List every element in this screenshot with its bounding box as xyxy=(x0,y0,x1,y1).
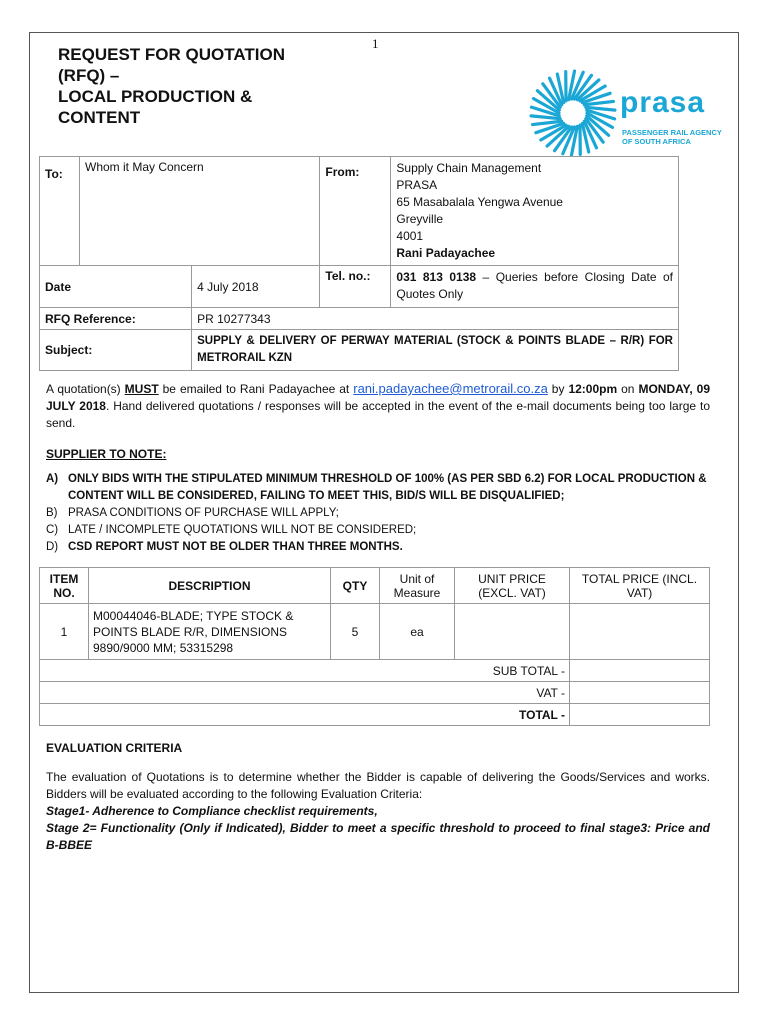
col-header-description: DESCRIPTION xyxy=(89,568,331,604)
note-item xyxy=(46,505,710,522)
notes-list xyxy=(46,471,710,556)
col-header-unit-price: UNIT PRICE (EXCL. VAT) xyxy=(455,568,570,604)
total-label: TOTAL - xyxy=(40,704,570,726)
title-line: LOCAL PRODUCTION & xyxy=(58,87,253,106)
subject-value: SUPPLY & DELIVERY OF PERWAY MATERIAL (STOCK & POINTS BLADE – R/R) FOR METRORAIL KZN xyxy=(192,330,679,371)
items-header-row xyxy=(40,568,710,604)
note-letter: D) xyxy=(46,541,59,553)
logo-subtitle xyxy=(622,128,722,146)
logo-wordmark: prasa xyxy=(620,86,706,119)
note-letter: C) xyxy=(46,524,59,536)
tel-value xyxy=(391,266,679,308)
intro-text: by xyxy=(547,382,569,396)
note-text: ONLY BIDS WITH THE STIPULATED MINIMUM THRESHOLD OF 100% (AS PER SBD 6.2) FOR LOCAL PRODUCTION & CONTENT WILL BE CONSIDERED, FAILING TO MEET THIS, BID/S WILL BE DISQUALIFIED; xyxy=(68,473,707,502)
subtotal-label: SUB TOTAL - xyxy=(40,660,570,682)
intro-date: MONDAY, 09 JULY 2018 xyxy=(46,382,711,413)
note-letter: B) xyxy=(46,507,58,519)
intro-time: 12:00pm xyxy=(568,382,618,396)
vat-value xyxy=(570,682,710,704)
rfq-value: PR 10277343 xyxy=(192,308,679,330)
tel-number: 031 813 0138 xyxy=(396,270,477,284)
intro-text: on xyxy=(617,382,639,396)
from-block xyxy=(391,157,679,266)
col-header-total-price: TOTAL PRICE (INCL. VAT) xyxy=(570,568,710,604)
email-link[interactable]: rani.padayachee@metrorail.co.za xyxy=(353,381,548,396)
vat-label: VAT - xyxy=(40,682,570,704)
total-row xyxy=(40,704,710,726)
cell-total-price xyxy=(570,604,710,660)
cell-description: M00044046-BLADE; TYPE STOCK & POINTS BLADE R/R, DIMENSIONS 9890/9000 MM; 53315298 xyxy=(89,604,331,660)
from-line: Supply Chain Management xyxy=(396,161,542,175)
from-name: Rani Padayachee xyxy=(396,246,496,260)
prasa-logo-icon xyxy=(528,68,618,158)
intro-must: MUST xyxy=(124,382,159,396)
cell-qty: 5 xyxy=(331,604,380,660)
document-title xyxy=(58,44,285,128)
note-item xyxy=(46,539,710,556)
intro-text: be emailed to Rani Padayachee at xyxy=(158,382,354,396)
rfq-label: RFQ Reference: xyxy=(40,308,192,330)
subtotal-value xyxy=(570,660,710,682)
logo-subtitle-line: PASSENGER RAIL AGENCY xyxy=(622,128,722,137)
date-label: Date xyxy=(40,266,192,308)
supplier-note-heading: SUPPLIER TO NOTE: xyxy=(46,447,167,461)
cell-item: 1 xyxy=(40,604,89,660)
title-line: (RFQ) – xyxy=(58,66,120,85)
logo-subtitle-line: OF SOUTH AFRICA xyxy=(622,137,691,146)
from-line: PRASA xyxy=(396,178,438,192)
header-table xyxy=(39,156,679,371)
evaluation-body: The evaluation of Quotations is to determine whether the Bidder is capable of delivering the Goods/Services and works. Bidders will be evaluated according to the following Evaluation Criteria: xyxy=(46,770,710,801)
page-number: 1 xyxy=(372,36,379,51)
vat-row xyxy=(40,682,710,704)
col-header-uom: Unit of Measure xyxy=(380,568,455,604)
table-row xyxy=(40,604,710,660)
title-line: REQUEST FOR QUOTATION xyxy=(58,45,285,64)
evaluation-heading: EVALUATION CRITERIA xyxy=(46,741,183,755)
evaluation-stage2: Stage 2= Functionality (Only if Indicated), Bidder to meet a specific threshold to proceed to final stage3: Price and B-BBEE xyxy=(46,821,710,852)
subtotal-row xyxy=(40,660,710,682)
from-label: From: xyxy=(320,157,391,266)
from-line: Greyville xyxy=(396,212,444,226)
intro-paragraph xyxy=(46,380,710,432)
date-value: 4 July 2018 xyxy=(192,266,320,308)
tel-label: Tel. no.: xyxy=(320,266,391,308)
note-text: PRASA CONDITIONS OF PURCHASE WILL APPLY; xyxy=(68,507,339,519)
to-value: Whom it May Concern xyxy=(80,157,320,266)
total-value xyxy=(570,704,710,726)
items-table xyxy=(39,567,710,726)
evaluation-stage1: Stage1- Adherence to Compliance checklist requirements, xyxy=(46,804,378,818)
note-text: LATE / INCOMPLETE QUOTATIONS WILL NOT BE CONSIDERED; xyxy=(68,524,417,536)
from-line: 65 Masabalala Yengwa Avenue xyxy=(396,195,563,209)
cell-unit-price xyxy=(455,604,570,660)
intro-text: . Hand delivered quotations / responses will be accepted in the event of the e-mail documents being too large to send. xyxy=(46,399,710,430)
tel-note: – Queries before Closing Date of Quotes Only xyxy=(396,270,673,301)
cell-uom: ea xyxy=(380,604,455,660)
intro-text: A quotation(s) xyxy=(46,382,125,396)
title-line: CONTENT xyxy=(58,108,141,127)
note-item xyxy=(46,471,710,505)
note-item xyxy=(46,522,710,539)
note-text: CSD REPORT MUST NOT BE OLDER THAN THREE MONTHS. xyxy=(68,541,403,553)
col-header-qty: QTY xyxy=(331,568,380,604)
note-letter: A) xyxy=(46,473,59,485)
subject-label: Subject: xyxy=(40,330,192,371)
from-line: 4001 xyxy=(396,229,424,243)
col-header-item: ITEM NO. xyxy=(40,568,89,604)
to-label: To: xyxy=(40,157,80,266)
